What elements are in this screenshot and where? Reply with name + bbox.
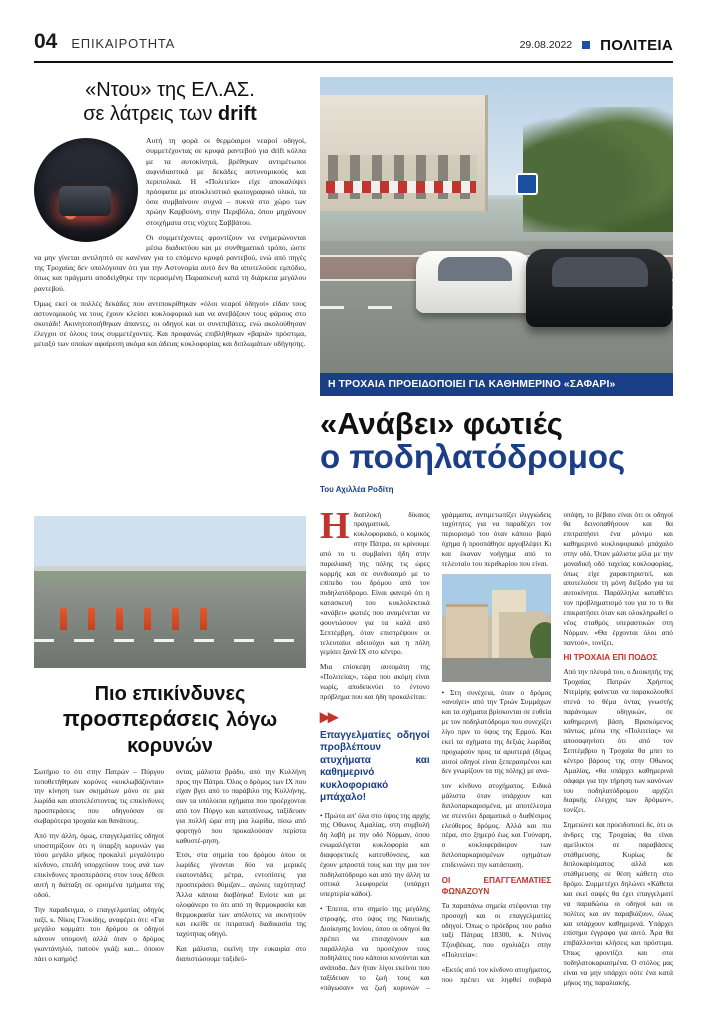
bike-headline-line1: «Ανάβει» φωτιές xyxy=(320,406,563,441)
photo-caption: Η ΤΡΟΧΑΙΑ ΠΡΟΕΙΔΟΠΟΙΕΙ ΓΙΑ ΚΑΘΗΜΕΡΙΝΟ «ΣΑΦΑΡΙ» xyxy=(320,373,673,396)
photo-building-left xyxy=(446,604,488,660)
drift-paragraph-2: Οι συμμετέχοντες φροντίζουν να ενημερώνονται μέσω διαδικτύου και με συνθηματικό τρόπο, ώστε να μην γίνεται αντιληπτό σε κανέναν για το επόμενο κρυφό ραντεβού, ενώ από πηγές της Τροχαίας δεν υπολόγισαν ότι για την Αστυνομία αυτό δεν θα αποτελούσε εμπόδιο, όπως και πράγματι αποδείχθηκε την περασμένη Παρασκευή κατά τη διάρκεια μεγάλου ραντεβού. xyxy=(34,232,306,293)
masthead-right xyxy=(520,37,673,54)
cones-paragraph-1: Σωτήριο το ότι στην Πατρών – Πύργου τοποθετήθηκαν κορύνες «κυκλωβάζονται» την κίνηση των σκημάτων μόνο σε μια λωρίδα και αποτελέστοντας τις επικίνδυνες προσπεράσεις που οδηγούσαν σε σωβαρότερα τροχαία και θανάτους. xyxy=(34,766,164,825)
photo-building xyxy=(320,95,488,211)
drift-headline-line2-bold: drift xyxy=(217,102,257,125)
bike-intro xyxy=(320,504,430,658)
cones-body xyxy=(34,767,306,969)
bike-paragraph-8: «Εκτός από τον κίνδυνο ατυχήματος, που πρέπει να ληφθεί σοβαρά υπόψη, το βέβαιο είναι ότι οι οδηγοί θα δεινοπαθήσουν και θα επιτραπήσει ένα μόνιμο και καθημερινό κυκλοφοριακό μπάχαλο στην οδό. Όταν μάλιστα μίλα με την μοναδική οδό ταχείας κυκλοφορίας, όπως είχε χαρακτηριστεί, και αποτελούσε τη μόνη διέξοδο για τα αυτοκίνητα. Παράλληλα καταθέτει τον προβληματισμό του για το τι θα επικρατήσει όταν και ολοκληρωθεί ο νέος σταθμός υπεραστικών στη Νόρμαν. «Θα έρχονται όλοι από παντού», τονίζει. xyxy=(441,509,673,984)
double-chevron-icon: ▸▸ xyxy=(320,705,337,728)
cones-headline-line3: λόγω xyxy=(225,708,278,731)
traffic-cone-icon xyxy=(88,608,95,630)
subhead-professionals: ΟΙ ΕΠΑΓΓΕΛΜΑΤΙΕΣ ΦΩΝΑΖΟΥΝ xyxy=(441,875,552,896)
bike-lane-photo xyxy=(320,77,673,373)
city-street-photo xyxy=(442,574,552,682)
cones-headline-line2: προσπεράσεις xyxy=(62,705,220,731)
highway-cones-photo xyxy=(34,516,306,668)
cones-headline-line1: Πιο επικίνδυνες xyxy=(94,682,246,705)
traffic-cone-icon xyxy=(116,608,123,630)
drop-cap: Η xyxy=(320,504,350,547)
byline: Του Αχιλλέα Ροδίτη xyxy=(320,484,394,494)
section-title: ΕΠΙΚΑΙΡΟΤΗΤΑ xyxy=(71,36,176,51)
cones-paragraph-3: Την παραδειγμα, ο επαγγελματίας οδηγός ταξί, κ. Νίκος Γλυκίδης, αναφέρει ότι: «Για μεγάλο κομμάτι του δρόμου οι οδηγοί κάνουν υπομονή αλλά όταν ο δρόμος γκαντάνηλιό, πατούν γκάζι και... όποιον πάει ο καημός! xyxy=(34,904,164,963)
photo-black-car xyxy=(526,249,672,327)
drift-paragraph-3: Όμως εκεί οι πολλές δεκάδες που αντιποκρίθηκαν «όλοι νεαροί όδηγοί» είδαν τους αστυνομικούς να τους έχουν κλείσει κυκλοφορικά και να ανεβάζουν τους φάρους στο σκοτάδι! Ακινητοποιήθηκαν άπαντες, οι οδηγοί και οι συνεπιβάτες, ενώ ακολούθησαν έλεγχοι σε όλους τους συμμετέχοντες. Και προφανώς επιβλήθηκαν «βαριά» πρόστιμα, μεταξύ των οποίων αφαίρεση ακόμα και άδειας κυκλοφορίας και διπλωμάτων οδήγησης. xyxy=(34,298,306,349)
cones-article xyxy=(34,510,306,993)
top-section xyxy=(34,77,673,500)
publication-name: ΠΟΛΙΤΕΙΑ xyxy=(600,36,673,54)
photo-street xyxy=(442,658,552,682)
photo-center-line xyxy=(34,639,306,642)
drift-headline-line2-pre: σε λάτρεις των xyxy=(83,102,218,125)
traffic-cone-icon xyxy=(200,608,207,630)
bike-paragraph-2: Μια επίσκεψη αυτομάτη της «Πολιτείας», τώρα που ακόμη είναι νωρίς, αποδεικνύει το έντονο πρόβλημα που και ήδη προκαλείται: xyxy=(320,662,430,701)
subhead-traffic-police: ΗΙ ΤΡΟΧΑΙΑ ΕΠΙ ΠΟΔΟΣ xyxy=(563,653,658,663)
drift-paragraph-1: Αυτή τη φορά οι θερμόαιμοι νεαροί οδηγοί, συμμετέχοντας σε κρυφά ραντεβού για drift κόλπα με τα αυτοκίνητά, βρέθηκαν αντιμέτωποι αιφνιδιαστικά με δεκάδες αστυνομικούς και περιπολικά. Η «Πολιτεία» είχε αποκαλύψει πρόσφατα με αποκλειστικό φωτογραφικό υλικό, τα όσα συμβαίνουν συχνά – πυκνά στο χώρο των πρώην Καρβούνη, στην Περιβόλα, όπου μηχάνουν στοιχήματα στις νύχτες Σαββάτου. xyxy=(146,136,306,227)
publication-date: 29.08.2022 xyxy=(519,39,573,51)
cones-paragraph-4: οντας μάλιστα βράδυ, από την Κυλλήνη προς την Πάτρα. Όλος ο δρόμος των ΙΧ που είχαν βγει από το παράβιλο της Κυλλήνης, σαν τα υπόλοιπα οχήματα που προέρχονται από τον Πύργο και κατοπίνεως, ταξίδευαν για πολλή ώρα στη μια λωρίδα, πίσω από φορτηγό που προκαλούσαν περίστα καθυστέ-ρηση. xyxy=(176,766,306,845)
night-drift-photo xyxy=(34,138,138,242)
page-number: 04 xyxy=(34,30,58,53)
drift-body xyxy=(34,136,306,349)
bike-paragraph-4: • Έπειτα, στο σημείο της μεγάλης στροφής, στο ύψος της Ναυτικής Διοίκησης Ιονίου, όπου οι οδηγοί θα πρέπει να επιταχύνουν και παράλληλα να προσέχουν τους ποδηλάτες που κάποιοι κινούνται και ανάποδα. Δεν ήταν λίγοι εκείνοι που ταξίδευαν το ζωή τους και «πάγωσαν» να ζωή κορυνών – γράμματα, αντιμετωπίζει ιλιγγιώδεις ταχύτητες για να παραδέχει τον περιορισμό του όταν κάποιο βαρύ όχημα ή προσπάθησε αργοβλέψει Κι και έκαναν νοήγημα από το τελευταίο του περιθωρίου που είναι. xyxy=(320,509,552,992)
bike-headline xyxy=(320,408,673,475)
square-logo-icon xyxy=(582,41,590,49)
traffic-cone-icon xyxy=(172,608,179,630)
bike-article xyxy=(320,77,673,500)
bike-body-columns xyxy=(320,504,673,993)
photo-trees xyxy=(523,107,673,232)
traffic-cone-icon xyxy=(60,608,67,630)
cones-headline-line4: κορυνών xyxy=(127,735,213,758)
bike-body xyxy=(320,504,673,993)
pull-quote: Επαγγελματίες οδηγοί προβλέπουν ατυχήματα και καθημερινό κυκλοφοριακό μπάχαλο! xyxy=(320,729,430,804)
bike-paragraph-3: • Πρώτα απ' όλα στο ύψος της αρχής της Οθωνος Αμαλίας, στη συμβολή δη λαβή με την οδό Νόρμαν, όπου ενωμαλέγεται κυκλοφορία και διαφορετικές κατευθύνσεις, και έχουν μπροστά τους και την μια τον ποδηλατόδρομο και από την άλλη τα οπτικά λεωφορεία (υπάρχει υπερτερία κάδοι). xyxy=(320,810,430,899)
photo-awning xyxy=(326,181,476,193)
cones-paragraph-6: Και μάλιστα, εκείνη την ευκαιρία στο διαπιστώσουμε ταξιδεύ- xyxy=(176,944,306,963)
bike-paragraph-5: • Στη συνέχεια, όταν ο δρόμος «ανοίγει» από την Τριών Συμμάχων και τα σχήματα βρίσκονται σε ευθεία με τον ποδηλατόδρομο που συνεχίζει λίγο πριν το ύψος της Ερμού. Και εκεί τα σχήματα της δεξιάς λωρίδας προχωρούν προς τα αριστερά (δίχως αυτοί οδηγοί είναι ξεπερασμένοι και δεν γνωρίζουν τα της πόλης) με ανα- xyxy=(441,687,552,776)
traffic-cone-icon xyxy=(144,608,151,630)
bike-paragraph-1: διαπλοκή δίκαιος πραγματικά, κυκλοφοριακό, ο κομικός στην Πάτρα, σε κρίνουμε από το τι συμβαίνει ήδη στην παραλιακή της πόλης τις ώρες κορμής και σε συνδυασμό με το επίπεδο του δρόμου από τον ποδηλατόδρομο. Είναι φανερό ότι η κατασκευή του κυκλολεκτικά «ανάβει» φωτιές που αναμένεται να φουντώσουν για τα καλά από Σεπτέμβρη, όταν επιστρέψουν οι τελευταίοι αδειούχοι και η πόλη γεμίσει ξανά ΙΧ στο κέντρο. xyxy=(320,509,430,657)
cones-paragraph-5: Έτσι, στα σημεία του δρόμου όπου οι λωρίδες γίνονται δύο να μερικές εκατοντάδες μέτρα, εντοπίσεις για προσπεράσει θύμιζαν... αγώνες ταχύτητας! Άλλα κάποια διαβόηκα! Ενίοτε και με ολοφάνερο το ότι από τη θερμοκρασία και θερμοκρασία των απόλυτες να ακινητούν και εκείθε σε πειρατική διαδικασία της ταχύτητας οδηγό. xyxy=(176,850,306,939)
traffic-sign-icon xyxy=(516,173,538,195)
page-header xyxy=(34,30,673,63)
bike-paragraph-6: τον κίνδυνο ατυχήματος. Ειδικά μάλιστα όταν υπάρχουν και διπλοπαρκαρισμένα, με αποτέλεσμα να στενεύει δραματικά ο διαθέσιμος ελεύθερος δρόμος. Αλλά και πιο πέρα, στο ξημερό έως και Γούναρη, ο κυκλοφεράκιρον των διπλοπαρκαρισμένων οχημάτων επιδεινώνει την κατάσταση. xyxy=(441,781,552,869)
photo-tree xyxy=(530,622,552,662)
bike-paragraph-10: Σημειώνει και προειδοποιεί δε, ότι οι άνδρες της Τροχαίας θα είναι αμείλικτοι σε παραβάσεις στάθμευσης. Κυρίως δε διπλοκαρίσματος αλλά και στάθμευσης σε θέση κάθετη στο δρόμο. Συμμετέχει δηλώνει «Κάθετα και εκεί σαφές θα έχει επαγγελματί να παραδώσω οι οδηγοί και οι πολίτες και αν παραβιάζουν, όλως και υπάρχουν καθημερινά. Υπάρχει επίσημο έγγραφο για αυτό. Άρα θα επιβάλλονται κλήσεις και πρόστιμα. Όπως φροντίζει και στα ποδηλατοκαριασμένα. Ο στόλος μας είναι να μην υπάρχει ούτε ένα κατά μήκος της παραλιακής. xyxy=(563,820,673,987)
bike-headline-line2: ο ποδηλατόδρομος xyxy=(320,438,626,476)
drift-headline xyxy=(34,79,306,126)
bike-paragraph-9: Από την πλευρά του, ο Διοικητής της Τροχαίας Πατρών Χρήστος Ντεμίρης φαίνεται να παρακολουθεί στενά το θέμα όντας γνωστής παράνομων οδηγικών, σε καθημερινή βάση. Βρισκόμενος πάντως μέσω της «Πολιτείας» να αποσαφηνίσει ότι από τον Σεπτέμβριο η Τροχαία θα μπει το κέντρο βάρους της στην Οθωνος Αμαλίας, «θα υπάρχει καθημερινά σάφαρι για την τήρηση των κανόνων του ποδηλατόδρομου αρχίζει διαρκής έλεγχος των δρόμων», τονίζει. xyxy=(563,667,673,815)
photo-highway-surface xyxy=(34,582,306,668)
drift-headline-line1: «Ντου» της ΕΛ.ΑΣ. xyxy=(85,79,255,101)
photo-guardrail xyxy=(34,566,306,571)
cones-paragraph-2: Από την άλλη, όμως, επαγγελματίες οδηγοί υποστηρίζουν ότι η ύπαρξη κορυνών για τόσο μεγάλο μήκος προκαλεί μεγαλύτερο κίνδυνο, επειδή υπορχεύουν τους ανά των επικίνδυνες προσπεράσεις στον τους δέθεσι αυτή η διάταξη σε ορισμένα τμήματα της οδού. xyxy=(34,830,164,899)
lower-section xyxy=(34,504,673,993)
photo-white-car xyxy=(416,251,534,313)
bike-paragraph-7: Τα παραπάνω σημεία στέφονται την προσοχή και οι επαγγελματίες οδηγοί. Όπως ο πρόεδρος του ραδιο ταξί Πάτρας 18300, κ. Ντίνος Τζουβέκας, που σχολιάζει στην «Πολιτεία»: xyxy=(441,900,552,960)
cones-headline xyxy=(34,680,306,759)
drift-article xyxy=(34,77,306,500)
